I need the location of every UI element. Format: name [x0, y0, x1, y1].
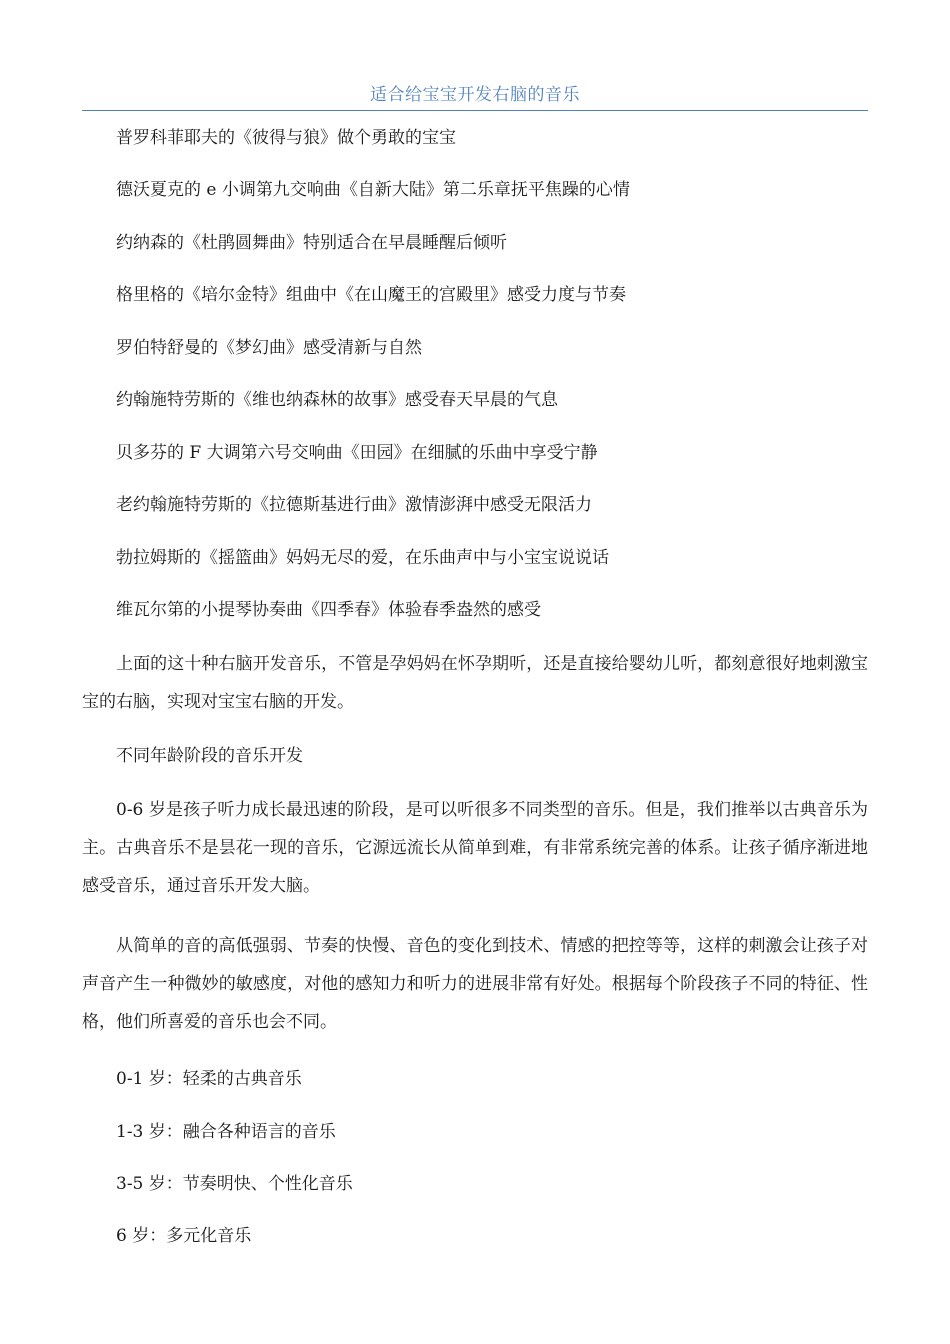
music-item: 约纳森的《杜鹃圆舞曲》特别适合在早晨睡醒后倾听	[116, 233, 507, 253]
section-heading: 不同年龄阶段的音乐开发	[116, 746, 303, 766]
music-item: 德沃夏克的 e 小调第九交响曲《自新大陆》第二乐章抚平焦躁的心情	[116, 180, 630, 200]
music-item: 普罗科菲耶夫的《彼得与狼》做个勇敢的宝宝	[116, 128, 456, 148]
summary-paragraph: 上面的这十种右脑开发音乐，不管是孕妈妈在怀孕期听，还是直接给婴幼儿听，都刻意很好地刺激宝宝的右脑，实现对宝宝右脑的开发。	[82, 654, 868, 712]
age-item: 3-5 岁：节奏明快、个性化音乐	[116, 1174, 353, 1194]
page-header	[82, 80, 868, 111]
music-item: 格里格的《培尔金特》组曲中《在山魔王的宫殿里》感受力度与节奏	[116, 285, 626, 305]
age-item: 1-3 岁：融合各种语言的音乐	[116, 1122, 336, 1142]
music-item: 勃拉姆斯的《摇篮曲》妈妈无尽的爱，在乐曲声中与小宝宝说说话	[116, 548, 609, 568]
age-item: 0-1 岁：轻柔的古典音乐	[116, 1069, 302, 1089]
document-title: 适合给宝宝开发右脑的音乐	[370, 85, 580, 105]
age-item: 6 岁：多元化音乐	[116, 1226, 252, 1246]
music-item: 贝多芬的 F 大调第六号交响曲《田园》在细腻的乐曲中享受宁静	[116, 443, 598, 463]
music-item: 维瓦尔第的小提琴协奏曲《四季春》体验春季盎然的感受	[116, 600, 541, 620]
music-item: 约翰施特劳斯的《维也纳森林的故事》感受春天早晨的气息	[116, 390, 558, 410]
body-paragraph: 0-6 岁是孩子听力成长最迅速的阶段，是可以听很多不同类型的音乐。但是，我们推举以古典音乐为主。古典音乐不是昙花一现的音乐，它源远流长从简单到难，有非常系统完善的体系。让孩子循序渐进地感受音乐，通过音乐开发大脑。	[82, 800, 868, 896]
music-item: 罗伯特舒曼的《梦幻曲》感受清新与自然	[116, 338, 422, 358]
music-item: 老约翰施特劳斯的《拉德斯基进行曲》激情澎湃中感受无限活力	[116, 495, 592, 515]
body-paragraph: 从简单的音的高低强弱、节奏的快慢、音色的变化到技术、情感的把控等等，这样的刺激会让孩子对声音产生一种微妙的敏感度，对他的感知力和听力的进展非常有好处。根据每个阶段孩子不同的特征、性格，他们所喜爱的音乐也会不同。	[82, 936, 868, 1032]
